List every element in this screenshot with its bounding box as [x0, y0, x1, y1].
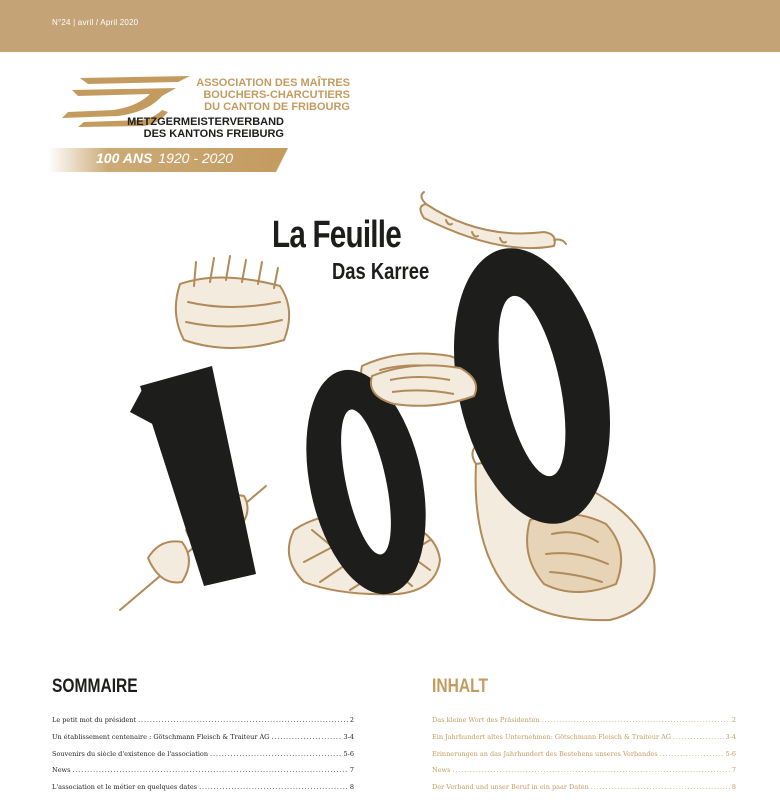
steak-overlay-icon [371, 365, 476, 405]
cover-subtitle: Das Karree [332, 258, 430, 284]
toc-item-label: Le petit mot du président [52, 716, 137, 724]
toc-item-page: 3-4 [725, 732, 736, 741]
sommaire-list [52, 716, 354, 800]
toc-item-label: Ein Jahrhundert altes Unternehmen: Götschmann Fleisch & Traiteur AG [432, 732, 671, 741]
toc-item-page: 2 [349, 716, 354, 724]
toc-item[interactable] [432, 716, 736, 724]
sommaire-heading: SOMMAIRE [52, 676, 138, 697]
toc-item[interactable] [52, 783, 354, 791]
toc-item[interactable] [432, 733, 736, 741]
toc-item-page: 5-6 [343, 749, 354, 758]
toc-item-page: 5-6 [725, 749, 736, 758]
association-name-fr-line-2: BOUCHERS-CHARCUTIERS [203, 89, 350, 101]
toc-item-label: Un établissement centenaire : Götschmann Fleisch & Traiteur AG [52, 732, 270, 741]
header-bar [0, 0, 780, 52]
association-name-fr-line-1: ASSOCIATION DES MAÎTRES [196, 77, 350, 89]
association-name-de-line-1: METZGERMEISTERVERBAND [127, 116, 284, 128]
association-name-de [24, 116, 284, 140]
anniversary-text [96, 150, 233, 166]
toc-item-label: Das kleine Wort des Präsidenten [432, 716, 540, 724]
association-name-fr-line-3: DU CANTON DE FRIBOURG [204, 101, 350, 113]
sausage-icon [420, 192, 566, 248]
toc-item[interactable] [52, 733, 354, 741]
toc-item-label: Der Verband und unser Beruf in ein paar Daten [432, 783, 589, 792]
anniversary-years: 1920 - 2020 [158, 150, 234, 166]
toc-item[interactable] [52, 766, 354, 774]
anniversary-label: 100 ANS [96, 150, 153, 166]
toc-item[interactable] [52, 750, 354, 758]
toc-item[interactable] [52, 716, 354, 724]
inhalt-list [432, 716, 736, 800]
toc-item[interactable] [432, 750, 736, 758]
toc-item-page: 8 [731, 783, 736, 792]
issue-number: N°24 | avril / April 2020 [52, 18, 139, 27]
toc-item-label: News [432, 766, 451, 775]
association-name-de-line-2: DES KANTONS FREIBURG [143, 128, 284, 140]
toc-item-label: Erinnerungen an das Jahrhundert des Bestehens unseres Verbandes [432, 749, 658, 758]
association-name-fr [90, 77, 350, 113]
inhalt-heading: INHALT [432, 676, 488, 697]
toc-item-page: 7 [349, 766, 354, 775]
toc-item[interactable] [432, 766, 736, 774]
toc-item-label: News [52, 766, 71, 775]
cover-title: La Feuille [272, 214, 401, 256]
toc-item-page: 2 [731, 716, 736, 724]
toc-item-label: L'association et le métier en quelques dates [52, 783, 198, 792]
toc-item-label: Souvenirs du siècle d'existence de l'association [52, 749, 209, 758]
toc-item-page: 7 [731, 766, 736, 775]
toc-item-page: 8 [349, 783, 354, 792]
ribs-icon [176, 256, 289, 348]
toc-item-page: 3-4 [343, 732, 354, 741]
toc-item[interactable] [432, 783, 736, 791]
